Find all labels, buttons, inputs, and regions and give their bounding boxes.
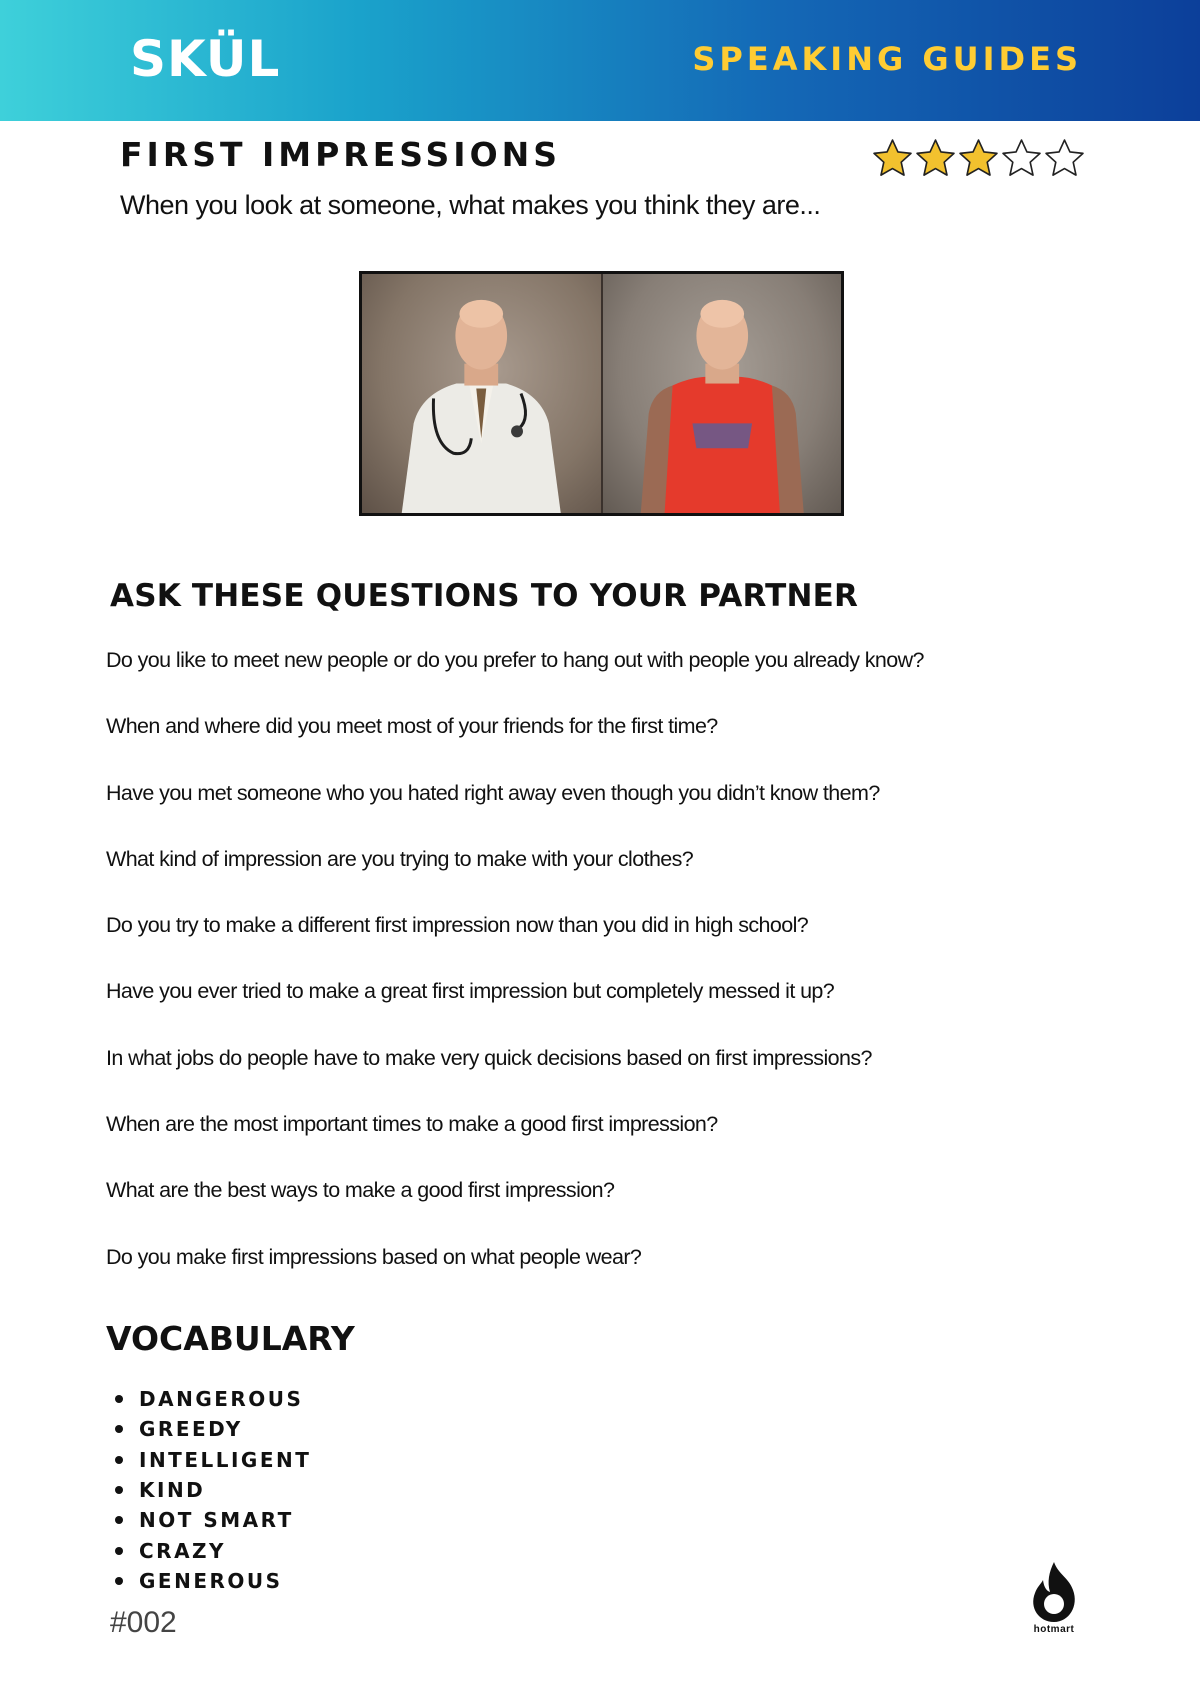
bullet-icon <box>115 1577 123 1585</box>
star-empty-icon <box>1044 138 1085 179</box>
vocabulary-word: GREEDY <box>139 1417 243 1442</box>
star-filled-icon <box>872 138 913 179</box>
vocabulary-item <box>112 1475 311 1505</box>
flame-icon <box>1025 1560 1083 1626</box>
question-item: Do you make first impressions based on what people wear? <box>106 1244 642 1269</box>
star-filled-icon <box>915 138 956 179</box>
vocabulary-word: DANGEROUS <box>139 1387 304 1412</box>
bullet-icon <box>115 1486 123 1494</box>
bullet-icon <box>115 1547 123 1555</box>
logo-label: hotmart <box>1033 1624 1075 1635</box>
question-item: When and where did you meet most of your friends for the first time? <box>106 714 718 739</box>
question-item: Do you like to meet new people or do you prefer to hang out with people you already know? <box>106 648 924 672</box>
question-item: What are the best ways to make a good first impression? <box>106 1178 615 1203</box>
question-item: Do you try to make a different first impression now than you did in high school? <box>106 913 809 938</box>
question-item: What kind of impression are you trying to make with your clothes? <box>106 846 694 871</box>
difficulty-rating <box>872 138 1085 178</box>
photo-casual-panel <box>601 274 842 513</box>
bullet-icon <box>115 1395 123 1403</box>
question-item: In what jobs do people have to make very quick decisions based on first impressions? <box>106 1045 872 1070</box>
question-item: When are the most important times to make a good first impression? <box>106 1112 718 1137</box>
vocabulary-word: GENEROUS <box>139 1568 283 1593</box>
vocabulary-item <box>112 1445 311 1475</box>
brand-logo-text: SKÜL <box>130 30 281 88</box>
question-item: Have you ever tried to make a great first impression but completely messed it up? <box>106 979 835 1004</box>
vocabulary-item <box>112 1505 311 1535</box>
star-filled-icon <box>958 138 999 179</box>
page-number: #002 <box>110 1606 177 1639</box>
vocabulary-item <box>112 1535 311 1565</box>
vocabulary-word: KIND <box>139 1478 206 1503</box>
bullet-icon <box>115 1516 123 1524</box>
question-item: Have you met someone who you hated right away even though you didn’t know them? <box>106 780 880 805</box>
bullet-icon <box>115 1425 123 1433</box>
vocabulary-list <box>112 1384 311 1596</box>
vocabulary-word: CRAZY <box>139 1538 227 1563</box>
question-list <box>106 648 1166 1311</box>
bullet-icon <box>115 1456 123 1464</box>
photo-doctor-panel <box>362 274 601 513</box>
vocabulary-item <box>112 1384 311 1414</box>
hotmart-logo <box>1025 1560 1083 1642</box>
lesson-title: FIRST IMPRESSIONS <box>120 135 562 174</box>
vocabulary-item <box>112 1566 311 1596</box>
vocabulary-heading: VOCABULARY <box>106 1319 355 1358</box>
series-title: SPEAKING GUIDES <box>692 40 1082 78</box>
lesson-subtitle: When you look at someone, what makes you think they are... <box>120 190 821 220</box>
star-empty-icon <box>1001 138 1042 179</box>
vocabulary-word: NOT SMART <box>139 1508 294 1533</box>
vocabulary-word: INTELLIGENT <box>139 1447 312 1472</box>
questions-heading: ASK THESE QUESTIONS TO YOUR PARTNER <box>110 578 859 614</box>
comparison-photo <box>359 271 844 516</box>
vocabulary-item <box>112 1414 311 1444</box>
header-banner <box>0 0 1200 121</box>
